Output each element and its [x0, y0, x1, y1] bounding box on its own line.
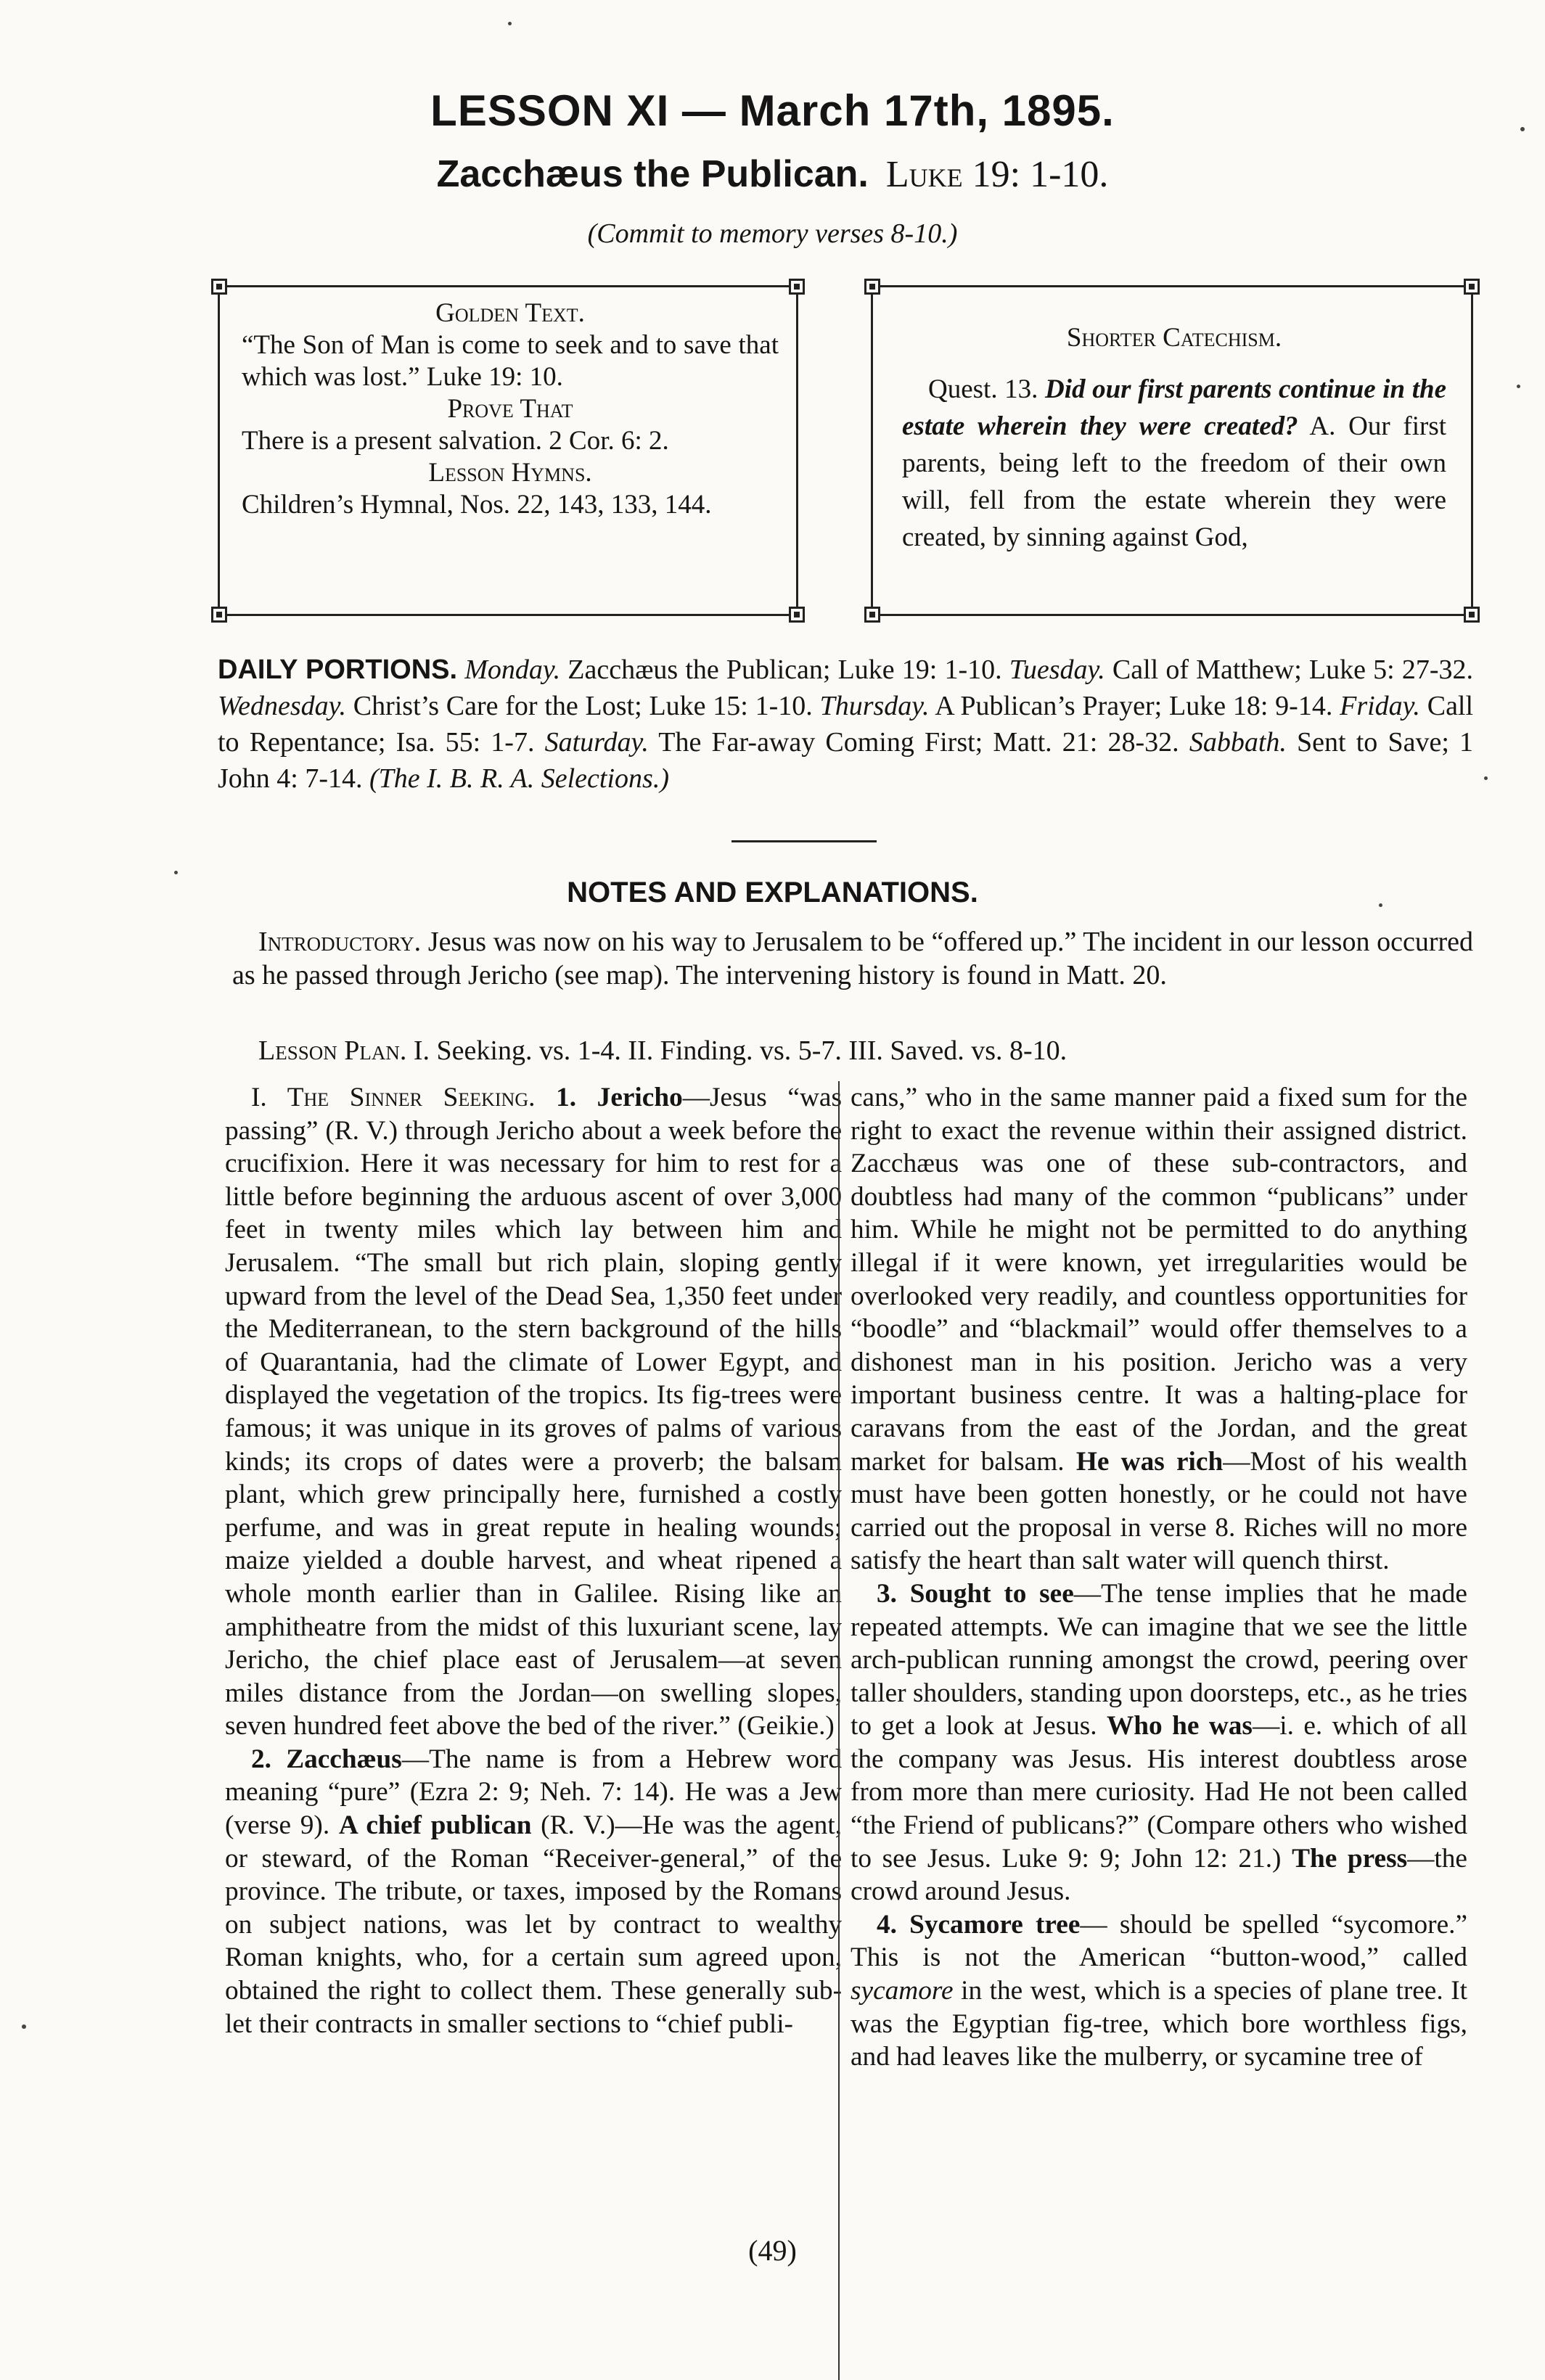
note-text: —Most of his wealth must have been gotten honestly, or he could not have carried out the proposal in verse 8. Riches will no more satisfy the heart than salt water will quench thirst.: [851, 1446, 1468, 1576]
portion-text: Sent to Save; 1 John 4: 7-14.: [218, 727, 1474, 794]
corner-ornament-icon: [864, 279, 880, 295]
golden-text-box: [218, 285, 798, 616]
day-label: Wednesday.: [218, 691, 346, 721]
daily-portions: [218, 652, 1473, 797]
portion-text: A Publican’s Prayer; Luke 18: 9-14.: [935, 691, 1333, 721]
note-text: cans,” who in the same manner paid a fixed sum for the right to exact the revenue within their assigned district. Zacchæus was one of these sub-contractors, and doubtless had many of the common “publicans” under him. While he might not be permitted to do anything illegal if it were known, yet irregularities would be overlooked very readily, and countless opportunities for “boodle” and “blackmail” would offer themselves to a dishonest man in his position. Jericho was a very important business centre. It was a halting-place for caravans from the east of the Jordan, and the great market for balsam.: [851, 1083, 1467, 1477]
catechism-box: [871, 285, 1473, 616]
note-paragraph: [225, 1743, 842, 2040]
introductory-text: Jesus was now on his way to Jerusalem to be “offered up.” The incident in our lesson occurred as he passed through Jericho (see map). The intervening history is found in Matt. 20.: [232, 927, 1474, 990]
catechism-answer: Our first parents, being left to the freedom of their own will, fell from the estate wherein they were created, by sinning against God,: [902, 411, 1447, 552]
catechism-question-answer: [902, 371, 1446, 556]
catechism-question: Did our first parents continue in the estate wherein they were created?: [902, 374, 1446, 441]
corner-ornament-icon: [1464, 279, 1480, 295]
notes-heading: NOTES AND EXPLANATIONS.: [567, 877, 978, 908]
scan-speck: [1520, 127, 1525, 131]
scan-speck: [1484, 776, 1488, 780]
scan-speck: [1379, 903, 1382, 907]
corner-ornament-icon: [211, 279, 227, 295]
answer-label: A.: [1309, 411, 1336, 441]
right-column: [851, 1081, 1467, 2074]
day-label: Sabbath.: [1189, 727, 1287, 758]
column-divider: [838, 1081, 840, 2380]
corner-ornament-icon: [789, 607, 805, 623]
day-label: Tuesday.: [1009, 654, 1105, 685]
note-text: —The tense implies that he made repeated attempts. We can imagine that we see the little arch-publican running amongst the crowd, peering over taller shoulders, standing upon doorsteps, etc., as he tries to get a look at Jesus.: [851, 1578, 1467, 1741]
day-label: Friday.: [1340, 691, 1420, 721]
page-number: (49): [748, 2234, 797, 2267]
note-text: — should be spelled “sycomore.” This is not the American “button-wood,” called: [851, 1909, 1467, 1973]
note-headword: 2. Zacchæus: [251, 1744, 402, 1774]
note-text: in the west, which is a species of plane tree. It was the Egyptian fig-tree, which bore worthless figs, and had leaves like the mulberry, or sycamine tree of: [851, 1976, 1468, 2072]
scan-speck: [174, 871, 178, 874]
daily-portion-item: [218, 691, 813, 721]
note-paragraph: [225, 1081, 842, 1743]
note-text: —Jesus “was passing” (R. V.) through Jericho about a week before the crucifixion. Here it was necessary for him to rest for a little before beginning the arduous ascent of over 3,000 feet in twenty miles which lay between him and Jerusalem. “The small but rich plain, sloping gently upward from the level of the Dead Sea, 1,350 feet under the Mediterranean, to the stern background of the hills of Quarantania, had the climate of Lower Egypt, and displayed the vegetation of the tropics. Its fig-trees were famous; it was unique in its groves of palms of various kinds; its crops of dates were a proverb; the balsam plant, which grew principally here, furnished a costly perfume, and was in great repute in healing wounds; maize yielded a double harvest, and wheat ripened a whole month earlier than in Galilee. Rising like an amphitheatre from the midst of this luxuriant scene, lay Jericho, the chief place east of Jerusalem—at seven miles distance from the Jordan—on swelling slopes, seven hundred feet above the bed of the river.” (Geikie.): [225, 1083, 842, 1741]
golden-text: “The Son of Man is come to seek and to save that which was lost.” Luke 19: 10.: [242, 330, 779, 392]
prove-that-heading: Prove That: [447, 394, 573, 424]
corner-ornament-icon: [864, 607, 880, 623]
section-label: I. The Sinner Seeking.: [251, 1083, 536, 1112]
note-headword: 3. Sought to see: [877, 1578, 1074, 1609]
daily-portions-heading: DAILY PORTIONS.: [218, 654, 458, 685]
portion-text: Call of Matthew; Luke 5: 27-32.: [1112, 654, 1474, 685]
note-paragraph: [851, 1577, 1467, 1908]
scan-speck: [508, 22, 512, 25]
daily-portion-item: [464, 654, 1001, 685]
golden-text-heading: Golden Text.: [435, 298, 585, 328]
portion-text: The Far-away Coming First; Matt. 21: 28-32.: [658, 727, 1179, 758]
prove-that-text: There is a present salvation. 2 Cor. 6: 2.: [242, 426, 669, 456]
note-headword: Who he was: [1107, 1711, 1253, 1741]
note-headword: 1. Jericho: [556, 1083, 683, 1112]
note-text: —the crowd around Jesus.: [851, 1843, 1467, 1907]
scan-speck: [1517, 385, 1520, 388]
scan-speck: [22, 2024, 26, 2029]
lesson-title: LESSON XI — March 17th, 1895.: [430, 86, 1115, 135]
lesson-hymns-text: Children’s Hymnal, Nos. 22, 143, 133, 144.: [242, 490, 712, 520]
note-headword: A chief publican: [338, 1810, 532, 1841]
note-headword: 4. Sycamore tree: [877, 1909, 1081, 1940]
portion-text: Christ’s Care for the Lost; Luke 15: 1-10.: [353, 691, 813, 721]
corner-ornament-icon: [211, 607, 227, 623]
note-headword: He was rich: [1075, 1446, 1224, 1477]
lesson-plan-text: I. Seeking. vs. 1-4. II. Finding. vs. 5-7. III. Saved. vs. 8-10.: [413, 1035, 1067, 1066]
note-italic-word: sycamore: [851, 1976, 954, 2006]
day-label: Saturday.: [544, 727, 649, 758]
daily-portion-item: [1009, 654, 1473, 685]
lesson-plan: [232, 1034, 1473, 1067]
lesson-hymns-heading: Lesson Hymns.: [428, 458, 592, 488]
daily-portion-item: [820, 691, 1333, 721]
selections-note: (The I. B. R. A. Selections.): [369, 763, 669, 794]
note-paragraph: [851, 1908, 1467, 2074]
note-paragraph: [851, 1081, 1467, 1577]
lesson-plan-label: Lesson Plan.: [258, 1035, 407, 1066]
catechism-heading: Shorter Catechism.: [1066, 323, 1282, 353]
corner-ornament-icon: [1464, 607, 1480, 623]
note-headword: The press: [1292, 1843, 1408, 1874]
portion-text: Call to Repentance; Isa. 55: 1-7.: [218, 691, 1474, 758]
commit-note: (Commit to memory verses 8-10.): [587, 218, 958, 249]
left-column: [225, 1081, 842, 2040]
day-label: Thursday.: [819, 691, 930, 721]
introductory-paragraph: [232, 925, 1473, 992]
question-label: Quest. 13.: [928, 374, 1038, 404]
lesson-subject: Zacchæus the Publican.: [436, 153, 869, 195]
section-divider: [731, 840, 877, 842]
scripture-reference: Luke 19: 1-10.: [885, 154, 1109, 195]
note-text: —The name is from a Hebrew word meaning “pure” (Ezra 2: 9; Neh. 7: 14). He was a Jew (verse 9).: [225, 1744, 842, 1841]
lesson-subtitle: [0, 152, 1545, 196]
note-text: —i. e. which of all the company was Jesus. His interest doubtless arose from more than mere curiosity. Had He not been called “the Friend of publicans?” (Compare others who wished to see Jesus. Luke 9: 9; John 12: 21.): [851, 1711, 1468, 1874]
introductory-label: Introductory.: [258, 927, 422, 957]
note-text: (R. V.)—He was the agent, or steward, of the Roman “Receiver-general,” of the province. The tribute, or taxes, imposed by the Romans on subject nations, was let by contract to wealthy Roman knights, who, for a certain sum agreed upon, obtained the right to collect them. These generally sub-let their contracts in smaller sections to “chief publi-: [225, 1810, 843, 2039]
portion-text: Zacchæus the Publican; Luke 19: 1-10.: [567, 654, 1002, 685]
day-label: Monday.: [464, 654, 561, 685]
corner-ornament-icon: [789, 279, 805, 295]
daily-portion-item: [545, 727, 1179, 758]
